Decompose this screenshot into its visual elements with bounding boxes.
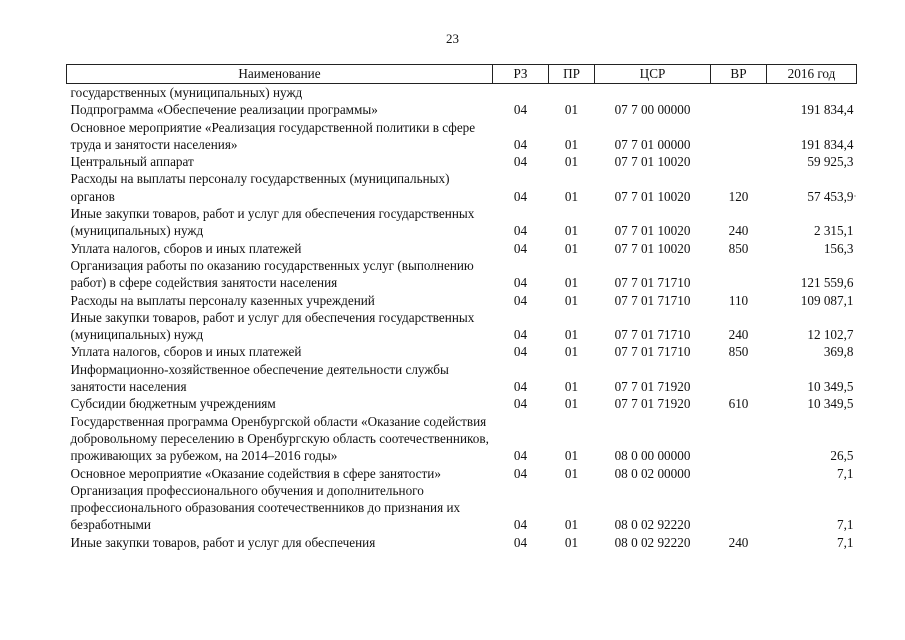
table-row — [67, 343, 857, 360]
cell-vr — [711, 153, 767, 170]
cell-name: Основное мероприятие «Оказание содействия в сфере занятости» — [70, 465, 441, 481]
cell-pr: 01 — [564, 344, 579, 360]
cell-pr: 01 — [564, 154, 579, 170]
cell-csr: 07 7 00 00000 — [614, 102, 691, 118]
cell-name: Субсидии бюджетным учреждениям — [70, 396, 276, 412]
cell-year-amount: 121 559,6 — [800, 275, 854, 291]
cell-year-amount: 7,1 — [837, 517, 854, 533]
cell-csr: 07 7 01 71710 — [614, 292, 691, 308]
cell-csr: 07 7 01 71710 — [614, 275, 691, 291]
cell-name: Иные закупки товаров, работ и услуг для обеспечения государственных (муниципальных) нужд — [70, 309, 475, 343]
cell-rz: 04 — [513, 448, 528, 464]
cell-pr: 01 — [564, 327, 579, 343]
table-row — [67, 413, 857, 465]
cell-rz: 04 — [513, 396, 528, 412]
cell-pr: 01 — [564, 240, 579, 256]
cell-year-amount: 59 925,3 — [807, 154, 854, 170]
cell-name: Уплата налогов, сборов и иных платежей — [70, 344, 302, 360]
cell-csr — [595, 84, 711, 102]
cell-csr: 07 7 01 71710 — [614, 344, 691, 360]
cell-year-amount: 191 834,4 — [800, 136, 854, 152]
table-row — [67, 153, 857, 170]
cell-year-amount: 26,5 — [830, 448, 854, 464]
cell-rz: 04 — [513, 240, 528, 256]
budget-table — [66, 64, 857, 551]
table-row — [67, 257, 857, 292]
cell-csr: 07 7 01 10020 — [614, 223, 691, 239]
cell-name: государственных (муниципальных) нужд — [70, 85, 303, 100]
cell-vr — [711, 84, 767, 102]
cell-csr: 07 7 01 00000 — [614, 136, 691, 152]
cell-vr: 120 — [728, 188, 749, 204]
table-row — [67, 240, 857, 257]
cell-vr — [711, 482, 767, 534]
table-row — [67, 534, 857, 551]
cell-vr: 240 — [728, 534, 749, 550]
header-name: Наименование — [67, 65, 493, 84]
table-row — [67, 482, 857, 534]
cell-vr: 240 — [728, 327, 749, 343]
cell-pr: 01 — [564, 534, 579, 550]
cell-rz: 04 — [513, 275, 528, 291]
header-vr: ВР — [711, 65, 767, 84]
cell-rz: 04 — [513, 102, 528, 118]
cell-year-amount: 10 349,5 — [807, 379, 854, 395]
cell-rz: 04 — [513, 292, 528, 308]
cell-rz: 04 — [513, 534, 528, 550]
cell-vr: 850 — [728, 240, 749, 256]
cell-name: Центральный аппарат — [70, 154, 194, 170]
page-number: 23 — [446, 31, 459, 46]
cell-vr — [711, 119, 767, 154]
cell-name: Информационно-хозяйственное обеспечение деятельности службы занятости населения — [70, 361, 449, 395]
cell-year-amount: 57 453,9 — [807, 188, 854, 204]
cell-year-amount: 191 834,4 — [800, 102, 854, 118]
cell-year-amount: 7,1 — [837, 465, 854, 481]
cell-name: Основное мероприятие «Реализация государственной политики в сфере труда и занятости населения» — [70, 119, 476, 152]
table-row — [67, 119, 857, 154]
cell-vr: 110 — [728, 292, 749, 308]
cell-name: Иные закупки товаров, работ и услуг для обеспечения государственных (муниципальных) нужд — [70, 206, 475, 239]
scan-speck — [854, 195, 856, 197]
cell-vr — [711, 361, 767, 396]
cell-rz: 04 — [513, 327, 528, 343]
cell-pr: 01 — [564, 396, 579, 412]
cell-csr: 07 7 01 71920 — [614, 379, 691, 395]
table-row — [67, 101, 857, 118]
header-year: 2016 год — [767, 65, 857, 84]
cell-vr — [711, 257, 767, 292]
cell-pr: 01 — [564, 379, 579, 395]
cell-csr: 08 0 02 92220 — [614, 534, 691, 550]
cell-pr: 01 — [564, 275, 579, 291]
table-body — [67, 84, 857, 552]
cell-pr: 01 — [564, 448, 579, 464]
cell-year-amount: 7,1 — [837, 534, 854, 550]
table-row — [67, 361, 857, 396]
cell-year-amount: 2 315,1 — [813, 223, 854, 239]
cell-csr: 08 0 00 00000 — [614, 448, 691, 464]
cell-name: Уплата налогов, сборов и иных платежей — [70, 240, 302, 256]
table-header-row — [67, 65, 857, 84]
cell-name: Подпрограмма «Обеспечение реализации программы» — [70, 102, 378, 118]
cell-vr: 240 — [728, 223, 749, 239]
cell-pr: 01 — [564, 292, 579, 308]
cell-pr: 01 — [564, 136, 579, 152]
cell-pr: 01 — [564, 102, 579, 118]
cell-name: Организация работы по оказанию государственных услуг (выполнению работ) в сфере содействия занятости населения — [70, 257, 474, 291]
cell-csr: 07 7 01 71920 — [614, 396, 691, 412]
cell-pr — [549, 84, 595, 102]
cell-rz — [493, 84, 549, 102]
cell-year-amount: 12 102,7 — [807, 327, 854, 343]
cell-csr: 07 7 01 10020 — [614, 154, 691, 170]
cell-csr: 07 7 01 10020 — [614, 240, 691, 256]
cell-csr: 07 7 01 71710 — [614, 327, 691, 343]
cell-year-amount: 109 087,1 — [800, 292, 854, 308]
cell-vr — [711, 101, 767, 118]
header-pr: ПР — [549, 65, 595, 84]
header-rz: РЗ — [493, 65, 549, 84]
cell-name: Расходы на выплаты персоналу казенных учреждений — [70, 292, 375, 308]
cell-year-amount: 156,3 — [823, 240, 854, 256]
table-row — [67, 395, 857, 412]
cell-name: Организация профессионального обучения и дополнительного профессионального образования соотечественников до признания их безработными — [70, 482, 461, 533]
cell-rz: 04 — [513, 379, 528, 395]
cell-name: Иные закупки товаров, работ и услуг для обеспечения — [70, 534, 376, 550]
cell-vr: 850 — [728, 344, 749, 360]
cell-year-amount: 369,8 — [823, 344, 854, 360]
table-row — [67, 465, 857, 482]
cell-vr: 610 — [728, 396, 749, 412]
cell-rz: 04 — [513, 344, 528, 360]
cell-year-amount — [767, 84, 857, 102]
table-row — [67, 292, 857, 309]
cell-pr: 01 — [564, 223, 579, 239]
table-row — [67, 170, 857, 205]
header-csr: ЦСР — [595, 65, 711, 84]
table-row — [67, 84, 857, 102]
cell-rz: 04 — [513, 223, 528, 239]
cell-name: Расходы на выплаты персоналу государственных (муниципальных) органов — [70, 171, 450, 204]
table-row — [67, 309, 857, 344]
cell-pr: 01 — [564, 465, 579, 481]
cell-csr: 07 7 01 10020 — [614, 188, 691, 204]
cell-csr: 08 0 02 92220 — [614, 517, 691, 533]
cell-pr: 01 — [564, 517, 579, 533]
table-row — [67, 205, 857, 240]
cell-rz: 04 — [513, 188, 528, 204]
cell-rz: 04 — [513, 154, 528, 170]
cell-pr: 01 — [564, 188, 579, 204]
cell-rz: 04 — [513, 517, 528, 533]
cell-vr — [711, 413, 767, 465]
cell-csr: 08 0 02 00000 — [614, 465, 691, 481]
cell-vr — [711, 465, 767, 482]
cell-rz: 04 — [513, 136, 528, 152]
cell-year-amount: 10 349,5 — [807, 396, 854, 412]
cell-name: Государственная программа Оренбургской области «Оказание содействия добровольному переселению в Оренбургскую область соотечественников, проживающих за рубежом, на 2014–2016 годы» — [70, 413, 489, 464]
cell-rz: 04 — [513, 465, 528, 481]
